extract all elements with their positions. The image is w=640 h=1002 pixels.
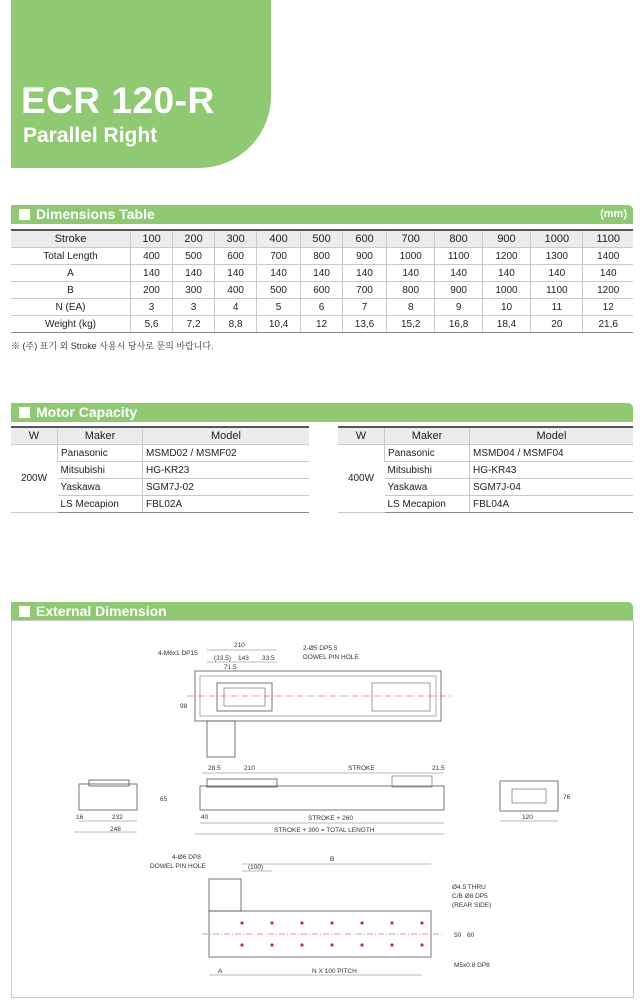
stroke-cell: 400: [257, 230, 301, 248]
stroke-cell: 900: [482, 230, 531, 248]
drawing-label: 40: [201, 814, 209, 821]
value-cell: 400: [215, 282, 257, 299]
drawing-label: 60: [467, 932, 475, 939]
value-cell: 1200: [583, 282, 633, 299]
maker-cell: Mitsubishi: [58, 462, 143, 479]
square-bullet-icon: [19, 606, 30, 617]
maker-cell: Yaskawa: [58, 479, 143, 496]
drawing-label: 71.5: [224, 664, 237, 671]
model-header: Model: [470, 427, 634, 445]
stroke-cell: 200: [173, 230, 215, 248]
drawing-label: 143: [238, 655, 249, 662]
value-cell: 200: [131, 282, 173, 299]
left-end-view: [79, 784, 137, 810]
drawing-label: 248: [110, 826, 121, 833]
wattage-cell: 200W: [11, 445, 58, 513]
value-cell: 5: [257, 299, 301, 316]
value-cell: 12: [301, 316, 343, 333]
table-row: [11, 265, 633, 282]
dimensions-note: ※ (주) 표기 외 Stroke 사용시 당사로 문의 바랍니다.: [11, 341, 214, 351]
value-cell: 18,4: [482, 316, 531, 333]
value-cell: 500: [257, 282, 301, 299]
value-cell: 140: [257, 265, 301, 282]
model-cell: HG-KR43: [470, 462, 634, 479]
drawing-label: DOWEL PIN HOLE: [303, 654, 359, 661]
drawing-label: 4-M6x1 DP15: [158, 650, 198, 657]
top-view-table: [217, 683, 272, 711]
value-cell: 140: [435, 265, 482, 282]
hole-marker: [300, 921, 303, 924]
stroke-cell: 700: [386, 230, 435, 248]
hole-marker: [390, 943, 393, 946]
value-cell: 6: [301, 299, 343, 316]
hole-marker: [330, 921, 333, 924]
maker-cell: Panasonic: [58, 445, 143, 462]
hole-marker: [420, 943, 423, 946]
maker-header: Maker: [385, 427, 470, 445]
right-end-inner: [512, 789, 546, 803]
maker-header: Maker: [58, 427, 143, 445]
value-cell: 600: [301, 282, 343, 299]
model-title: ECR 120-R: [21, 80, 215, 121]
row-label: A: [11, 265, 131, 282]
motor-table-right: [338, 426, 633, 513]
model-cell: SGM7J-02: [143, 479, 310, 496]
drawing-label: (REAR SIDE): [452, 902, 492, 909]
value-cell: 1100: [435, 248, 482, 265]
hole-marker: [330, 943, 333, 946]
maker-cell: Mitsubishi: [385, 462, 470, 479]
value-cell: 140: [531, 265, 583, 282]
right-end-view: [500, 781, 558, 811]
value-cell: 8,8: [215, 316, 257, 333]
drawing-label: 210: [244, 765, 255, 772]
model-header: Model: [143, 427, 310, 445]
value-cell: 5,6: [131, 316, 173, 333]
stroke-cell: 1000: [531, 230, 583, 248]
value-cell: 800: [301, 248, 343, 265]
hole-marker: [240, 943, 243, 946]
dimensions-table: [11, 229, 633, 333]
value-cell: 20: [531, 316, 583, 333]
drawing-label: 98: [180, 703, 188, 710]
value-cell: 8: [386, 299, 435, 316]
motor-section-header: [11, 403, 633, 422]
drawing-label: 2-Ø5 DP5.5: [303, 645, 338, 652]
stroke-cell: 100: [131, 230, 173, 248]
side-view-cover: [392, 776, 432, 787]
value-cell: 12: [583, 299, 633, 316]
value-cell: 3: [173, 299, 215, 316]
row-label: B: [11, 282, 131, 299]
model-cell: SGM7J-04: [470, 479, 634, 496]
value-cell: 7,2: [173, 316, 215, 333]
square-bullet-icon: [19, 209, 30, 220]
value-cell: 7: [343, 299, 387, 316]
hole-marker: [420, 921, 423, 924]
motor-title: Motor Capacity: [36, 404, 138, 420]
maker-cell: Panasonic: [385, 445, 470, 462]
value-cell: 600: [215, 248, 257, 265]
value-cell: 140: [301, 265, 343, 282]
header-banner: [11, 0, 271, 168]
table-row: [11, 299, 633, 316]
value-cell: 10,4: [257, 316, 301, 333]
drawing-label: STROKE: [348, 765, 375, 772]
dimensions-section-header: [11, 205, 633, 224]
drawing-label: 76: [563, 794, 571, 801]
value-cell: 900: [343, 248, 387, 265]
value-cell: 11: [531, 299, 583, 316]
stroke-cell: 500: [301, 230, 343, 248]
model-subtitle: Parallel Right: [23, 124, 158, 147]
drawing-label: 120: [522, 814, 533, 821]
model-cell: MSMD04 / MSMF04: [470, 445, 634, 462]
value-cell: 700: [257, 248, 301, 265]
value-cell: 4: [215, 299, 257, 316]
drawing-label: N X 100 PITCH: [312, 968, 357, 975]
drawing-label: STROKE + 300 = TOTAL LENGTH: [274, 827, 375, 834]
motor-table-left: [11, 426, 309, 513]
value-cell: 3: [131, 299, 173, 316]
technical-drawing: [12, 621, 633, 997]
hole-marker: [270, 943, 273, 946]
value-cell: 140: [482, 265, 531, 282]
external-section-header: [11, 602, 633, 621]
drawing-label: 232: [112, 814, 123, 821]
stroke-cell: 300: [215, 230, 257, 248]
dimensions-title: Dimensions Table: [36, 206, 155, 222]
value-cell: 13,6: [343, 316, 387, 333]
row-label: N (EA): [11, 299, 131, 316]
drawing-label: M5x0.8 DP8: [454, 962, 490, 969]
model-cell: HG-KR23: [143, 462, 310, 479]
drawing-label: B: [330, 856, 335, 863]
value-cell: 140: [343, 265, 387, 282]
model-cell: MSMD02 / MSMF02: [143, 445, 310, 462]
drawing-label: Ø4.5 THRU: [452, 884, 486, 891]
drawing-label: C/B Ø8 DP5: [452, 893, 488, 900]
hole-marker: [360, 921, 363, 924]
value-cell: 900: [435, 282, 482, 299]
hole-marker: [360, 943, 363, 946]
drawing-label: 4-Ø6 DP8: [172, 854, 201, 861]
w-header: W: [11, 427, 58, 445]
drawing-label: 28.5: [208, 765, 221, 772]
side-view-body: [200, 786, 444, 810]
w-header: W: [338, 427, 385, 445]
top-view-end: [372, 683, 430, 711]
value-cell: 1400: [583, 248, 633, 265]
table-row: [338, 427, 633, 445]
motor-bracket: [207, 721, 235, 757]
top-view-table-inner: [224, 688, 265, 706]
left-end-cap: [89, 780, 129, 786]
drawing-label: 65: [160, 796, 168, 803]
value-cell: 10: [482, 299, 531, 316]
drawing-label: 50: [454, 932, 462, 939]
hole-marker: [270, 921, 273, 924]
dimensions-unit: (mm): [600, 208, 627, 220]
wattage-cell: 400W: [338, 445, 385, 513]
value-cell: 1200: [482, 248, 531, 265]
maker-cell: Yaskawa: [385, 479, 470, 496]
table-row: [11, 427, 309, 445]
external-dimension-drawing: [11, 620, 634, 998]
table-row: [11, 248, 633, 265]
model-cell: FBL04A: [470, 496, 634, 513]
table-row: [11, 282, 633, 299]
value-cell: 140: [583, 265, 633, 282]
drawing-label: (33.5): [214, 655, 231, 662]
stroke-cell: 800: [435, 230, 482, 248]
table-row: [11, 230, 633, 248]
value-cell: 1300: [531, 248, 583, 265]
value-cell: 16,8: [435, 316, 482, 333]
hole-marker: [300, 943, 303, 946]
table-row: [11, 445, 309, 462]
maker-cell: LS Mecapion: [385, 496, 470, 513]
stroke-cell: 600: [343, 230, 387, 248]
table-row: [11, 316, 633, 333]
drawing-label: 33.5: [262, 655, 275, 662]
external-title: External Dimension: [36, 603, 167, 619]
drawing-label: STROKE + 260: [308, 815, 353, 822]
stroke-cell: 1100: [583, 230, 633, 248]
value-cell: 140: [386, 265, 435, 282]
value-cell: 800: [386, 282, 435, 299]
table-row: [338, 445, 633, 462]
bottom-motor-block: [209, 879, 241, 911]
value-cell: 21,6: [583, 316, 633, 333]
value-cell: 400: [131, 248, 173, 265]
drawing-label: DOWEL PIN HOLE: [150, 863, 206, 870]
value-cell: 140: [215, 265, 257, 282]
square-bullet-icon: [19, 407, 30, 418]
value-cell: 15,2: [386, 316, 435, 333]
value-cell: 500: [173, 248, 215, 265]
maker-cell: LS Mecapion: [58, 496, 143, 513]
value-cell: 300: [173, 282, 215, 299]
value-cell: 1000: [482, 282, 531, 299]
value-cell: 140: [131, 265, 173, 282]
hole-marker: [240, 921, 243, 924]
drawing-label: 210: [234, 642, 245, 649]
value-cell: 140: [173, 265, 215, 282]
drawing-label: 16: [76, 814, 84, 821]
row-label: Weight (kg): [11, 316, 131, 333]
drawing-label: A: [218, 968, 223, 975]
value-cell: 1100: [531, 282, 583, 299]
value-cell: 1000: [386, 248, 435, 265]
model-cell: FBL02A: [143, 496, 310, 513]
value-cell: 9: [435, 299, 482, 316]
drawing-label: (100): [248, 864, 264, 871]
drawing-label: 21.5: [432, 765, 445, 772]
stroke-header: Stroke: [11, 230, 131, 248]
hole-marker: [390, 921, 393, 924]
value-cell: 700: [343, 282, 387, 299]
row-label: Total Length: [11, 248, 131, 265]
